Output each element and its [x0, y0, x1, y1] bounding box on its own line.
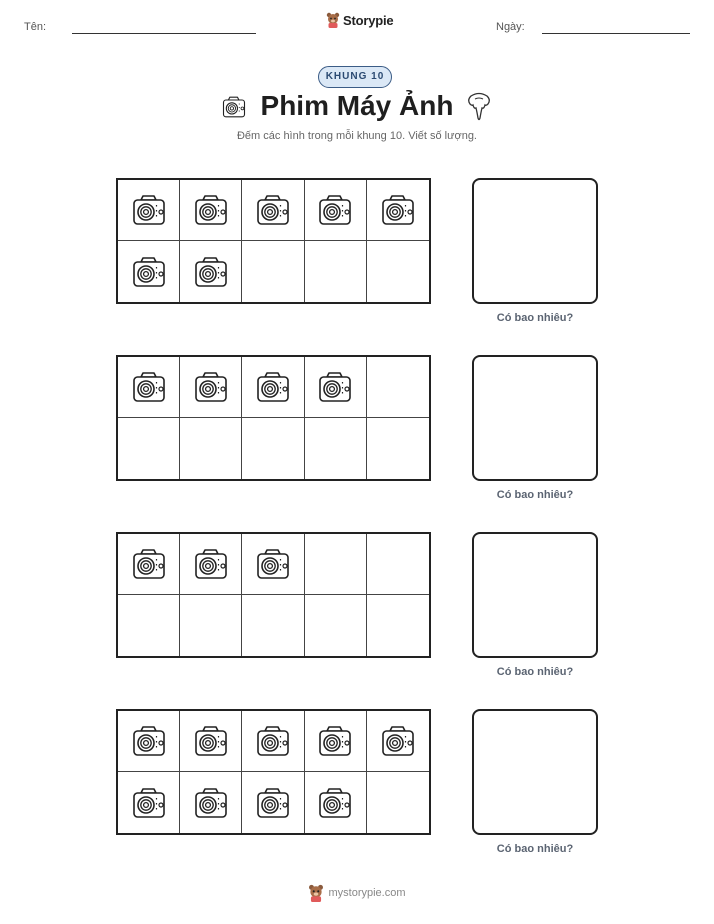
camera-icon [191, 252, 231, 292]
ten-frame-cell [242, 595, 304, 656]
camera-icon [129, 783, 169, 823]
ten-frame-cell [305, 534, 367, 595]
ten-frame-cell [367, 241, 429, 302]
camera-icon [315, 783, 355, 823]
name-label: Tên: [24, 21, 47, 33]
ten-frame-cell [305, 241, 367, 302]
camera-icon [253, 190, 293, 230]
ten-frame [116, 532, 431, 658]
ten-frame-cell [242, 418, 304, 479]
ten-frame-cell [118, 180, 180, 241]
ten-frame-cell [305, 418, 367, 479]
ten-frame-cell [367, 357, 429, 418]
camera-icon [191, 783, 231, 823]
camera-icon [253, 721, 293, 761]
camera-icon [129, 721, 169, 761]
bear-mascot-icon [326, 12, 340, 28]
camera-icon [378, 721, 418, 761]
question-label: Có bao nhiêu? [496, 312, 574, 324]
ten-frame-cell [180, 595, 242, 656]
ten-frame-cell [180, 534, 242, 595]
camera-icon [129, 190, 169, 230]
camera-icon [378, 190, 418, 230]
ten-frame-cell [242, 711, 304, 772]
ten-frame-cell [242, 772, 304, 833]
camera-icon [129, 367, 169, 407]
ten-frame-cell [305, 595, 367, 656]
ten-frame-cell [118, 241, 180, 302]
camera-icon [253, 367, 293, 407]
ten-frame-cell [118, 595, 180, 656]
camera-icon [129, 544, 169, 584]
question-label: Có bao nhiêu? [496, 489, 574, 501]
camera-icon [253, 544, 293, 584]
ten-frame-cell [242, 357, 304, 418]
ten-frame [116, 178, 431, 304]
ten-frame [116, 355, 431, 481]
date-label: Ngày: [496, 21, 525, 33]
camera-icon [191, 190, 231, 230]
ten-frame-cell [118, 418, 180, 479]
footer-url: mystorypie.com [328, 887, 406, 899]
ten-frame-cell [118, 534, 180, 595]
question-label: Có bao nhiêu? [496, 666, 574, 678]
name-line[interactable] [72, 33, 256, 34]
brand-name: Storypie [343, 12, 394, 28]
ten-frame-badge: KHUNG 10 [318, 66, 392, 88]
answer-box[interactable] [472, 355, 598, 481]
worksheet-title: Phim Máy Ảnh [260, 90, 454, 121]
ten-frame-cell [180, 241, 242, 302]
ten-frame-cell [367, 595, 429, 656]
ten-frame-cell [180, 357, 242, 418]
question-label: Có bao nhiêu? [496, 843, 574, 855]
ten-frame-cell [367, 534, 429, 595]
answer-box[interactable] [472, 178, 598, 304]
brand-logo [326, 12, 393, 28]
footer [0, 884, 714, 902]
ten-frame-cell [180, 711, 242, 772]
ten-frame-cell [118, 357, 180, 418]
camera-icon [315, 190, 355, 230]
ten-frame-cell [180, 418, 242, 479]
answer-box[interactable] [472, 532, 598, 658]
camera-icon [191, 544, 231, 584]
ten-frame-cell [367, 711, 429, 772]
camera-icon [129, 252, 169, 292]
camera-icon [315, 721, 355, 761]
answer-box[interactable] [472, 709, 598, 835]
ten-frame-cell [242, 534, 304, 595]
camera-icon [191, 367, 231, 407]
bear-mascot-icon [308, 884, 324, 902]
ten-frame-cell [242, 180, 304, 241]
ten-frame-cell [367, 418, 429, 479]
ten-frame-cell [305, 711, 367, 772]
worksheet-header [0, 0, 714, 50]
camera-icon [253, 783, 293, 823]
camera-icon [191, 721, 231, 761]
melting-drip-icon [466, 92, 492, 124]
ten-frame-cell [367, 772, 429, 833]
ten-frame-cell [367, 180, 429, 241]
ten-frame-cell [305, 180, 367, 241]
ten-frame-cell [305, 772, 367, 833]
date-line[interactable] [542, 33, 690, 34]
ten-frame-cell [242, 241, 304, 302]
ten-frame-cell [180, 180, 242, 241]
title-row [0, 88, 714, 128]
ten-frame-cell [118, 711, 180, 772]
ten-frame-cell [305, 357, 367, 418]
ten-frame-cell [118, 772, 180, 833]
instructions: Đếm các hình trong mỗi khung 10. Viết số lượng. [236, 130, 477, 142]
ten-frame [116, 709, 431, 835]
camera-icon [315, 367, 355, 407]
ten-frame-cell [180, 772, 242, 833]
